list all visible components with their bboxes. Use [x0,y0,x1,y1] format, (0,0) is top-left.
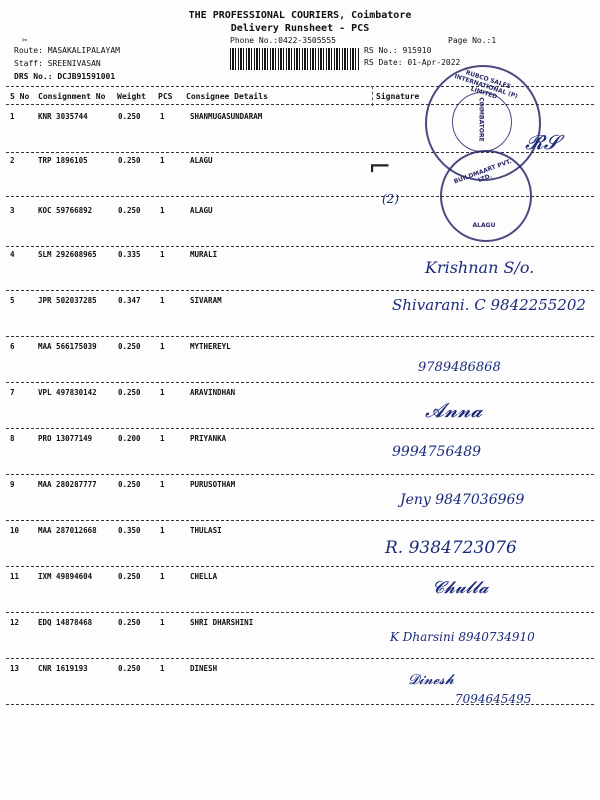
row-signature: Krishnan S/o. [425,258,535,277]
rs-date: RS Date: 01-Apr-2022 [364,58,461,67]
signature-col-divider [372,86,373,106]
signature-bracket-2: ⌐ [368,150,392,183]
row-pcs: 1 [160,296,165,305]
row-sno: 1 [10,112,15,121]
row-divider [6,658,594,659]
row-divider [6,246,594,247]
row-divider [6,566,594,567]
row-consignee: ALAGU [190,206,213,215]
row-signature: R. 9384723076 [385,538,517,558]
col-pcs: PCS [158,92,173,101]
col-sno: S No [10,92,30,101]
row-weight: 0.250 [118,112,141,121]
signature-scribble-7: 𝓐𝓷𝓷𝓪 [425,398,483,422]
signature-scribble-13: 𝓓𝓲𝓷𝓮𝓼𝓱 [408,672,454,688]
company-title: THE PROFESSIONAL COURIERS, Coimbatore [188,10,412,21]
row-consignment-no: KNR 3035744 [38,112,88,121]
row-consignee: THULASI [190,526,222,535]
row-pcs: 1 [160,156,165,165]
col-consignee: Consignee Details [186,92,268,101]
row-weight: 0.250 [118,342,141,351]
row-divider [6,336,594,337]
row-signature: Jeny 9847036969 [400,492,525,508]
row-consignment-no: MAA 280287777 [38,480,97,489]
row-consignee: ARAVINDHAN [190,388,236,397]
row-consignee: SHANMUGASUNDARAM [190,112,263,121]
row-consignee: DINESH [190,664,218,673]
row-pcs: 1 [160,388,165,397]
row-weight: 0.350 [118,526,141,535]
row-divider [6,382,594,383]
doc-title: Delivery Runsheet - PCS [230,23,370,34]
rs-number: RS No.: 915910 [364,46,432,55]
row-consignment-no: CNR 1619193 [38,664,88,673]
row-pcs: 1 [160,480,165,489]
row-sno: 7 [10,388,15,397]
barcode [230,48,360,70]
row-sno: 4 [10,250,15,259]
staff-label: Staff: SREENIVASAN [14,59,101,68]
row-sno: 3 [10,206,15,215]
row-pcs: 1 [160,206,165,215]
row-weight: 0.250 [118,206,141,215]
row-weight: 0.200 [118,434,141,443]
row-weight: 0.250 [118,156,141,165]
row-weight: 0.335 [118,250,141,259]
row-sno: 11 [10,572,20,581]
row-pcs: 1 [160,250,165,259]
row-weight: 0.250 [118,618,141,627]
row-pcs: 1 [160,112,165,121]
row-consignee: SIVARAM [190,296,222,305]
row-consignment-no: VPL 497830142 [38,388,97,397]
row-pcs: 1 [160,664,165,673]
row-consignee: SHRI DHARSHINI [190,618,254,627]
row-pcs: 1 [160,572,165,581]
route-label: Route: MASAKALIPALAYAM [14,46,120,55]
row-signature: Shivarani. C 9842255202 [392,296,586,314]
buildmart-seal-city: ALAGU [472,222,496,229]
row-signature: 7094645495 [455,692,532,706]
row-consignee: MYTHEREYL [190,342,231,351]
row-sno: 8 [10,434,15,443]
row-consignee: MURALI [190,250,218,259]
row-consignment-no: TRP 1896105 [38,156,88,165]
row-pcs: 1 [160,618,165,627]
row-sno: 13 [10,664,20,673]
signature-scribble-1: 𝓡𝓢 [525,130,560,154]
signature-scribble-11: 𝓒𝓱𝓾𝓵𝓵𝓪 [432,578,489,598]
row-consignment-no: KOC 59766892 [38,206,93,215]
row-pcs: 1 [160,434,165,443]
col-consignment: Consignment No [38,92,106,101]
buildmart-seal-text: BUILDMAART PVT. LTD. [453,158,513,186]
scissors-icon: ✂ [22,36,28,46]
row-weight: 0.250 [118,480,141,489]
row-signature: K Dharsini 8940734910 [390,630,535,644]
row-divider [6,612,594,613]
row-weight: 0.347 [118,296,141,305]
row-consignee: PURUSOTHAM [190,480,236,489]
signature-scribble-3: (2) [382,192,399,206]
row-sno: 2 [10,156,15,165]
row-consignment-no: JPR 502037285 [38,296,97,305]
row-divider [6,474,594,475]
col-weight: Weight [117,92,146,101]
col-signature: Signature [376,92,420,101]
row-weight: 0.250 [118,572,141,581]
row-pcs: 1 [160,526,165,535]
row-sno: 10 [10,526,20,535]
row-weight: 0.250 [118,664,141,673]
rubco-seal-city: COIMBATORE [477,97,485,142]
row-consignment-no: EDQ 14878468 [38,618,93,627]
row-sno: 12 [10,618,20,627]
row-consignment-no: PRO 13077149 [38,434,93,443]
row-consignee: PRIYANKA [190,434,227,443]
rubco-seal-text: RUBCO SALES INTERNATIONAL (P) LIMITED [453,69,519,101]
row-divider [6,290,594,291]
row-divider [6,520,594,521]
row-sno: 6 [10,342,15,351]
row-pcs: 1 [160,342,165,351]
row-signature: 9994756489 [392,444,482,460]
row-weight: 0.250 [118,388,141,397]
row-consignment-no: IXM 49894604 [38,572,93,581]
row-consignee: CHELLA [190,572,218,581]
row-consignee: ALAGU [190,156,213,165]
row-divider [6,428,594,429]
phone-number: Phone No.:0422-3505555 [230,36,336,45]
drs-number: DRS No.: DCJB91591001 [14,72,116,81]
row-consignment-no: SLM 292608965 [38,250,97,259]
row-consignment-no: MAA 287012668 [38,526,97,535]
row-sno: 5 [10,296,15,305]
row-sno: 9 [10,480,15,489]
row-consignment-no: MAA 566175039 [38,342,97,351]
row-divider [6,704,594,705]
row-signature: 9789486868 [418,360,501,375]
page-number: Page No.:1 [448,36,497,45]
